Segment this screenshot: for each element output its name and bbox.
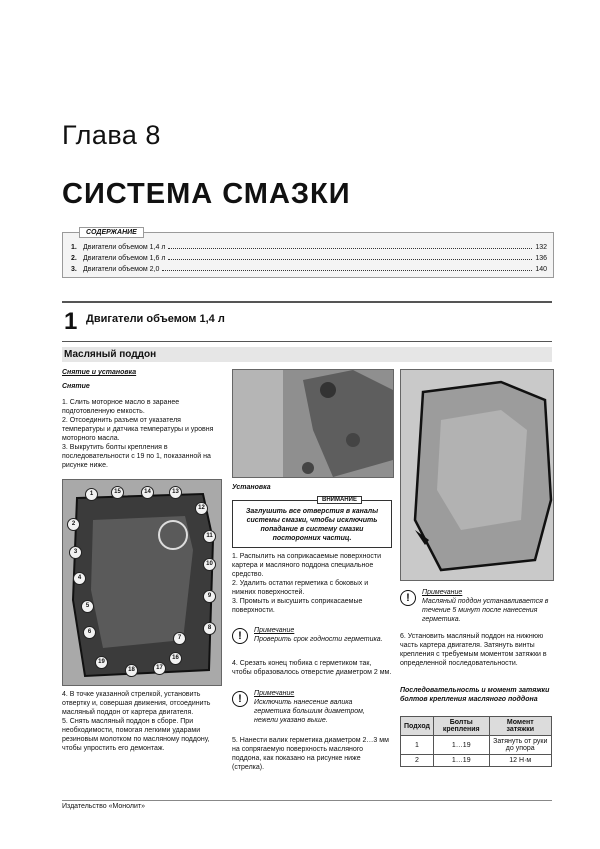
subsection-divider <box>62 341 552 342</box>
header-cell: Момент затяжки <box>489 717 552 736</box>
callout-3: 3 <box>69 546 82 559</box>
callout-19: 19 <box>95 656 108 669</box>
table-cell: 1 <box>401 736 434 755</box>
step-text: 3. Выкрутить болты крепления в последовательности с 19 по 1, показанной на рисунке ниже. <box>62 444 211 469</box>
callout-5: 5 <box>81 600 94 613</box>
step-text: 5. Снять масляный поддон в сборе. При необходимости, помогая легкими ударами резиновым молотком по масляному поддону, чтобы упростить его демонтаж. <box>62 718 210 752</box>
toc-item-text: Двигатели объемом 2,0 <box>83 266 160 273</box>
exclamation-icon: ! <box>232 628 248 644</box>
note-text: Масляный поддон устанавливается в течение 5 минут после нанесения герметика. <box>422 598 549 623</box>
pan-photo-drawing <box>233 370 393 477</box>
chapter-label: Глава 8 <box>62 120 161 150</box>
step-text: 2. Отсоединить разъем от указателя температуры и датчика температуры и уровня моторного масла. <box>62 417 214 442</box>
table-row <box>401 755 552 767</box>
note-label: Примечание <box>422 589 463 596</box>
toc-item-page: 136 <box>535 255 547 262</box>
note-label: Примечание <box>254 690 295 697</box>
toc-item-text: Двигатели объемом 1,4 л <box>83 244 166 251</box>
callout-6: 6 <box>83 626 96 639</box>
removal-steps-bottom <box>62 690 222 753</box>
table-cell: 1…19 <box>434 736 489 755</box>
publisher-footer: Издательство «Монолит» <box>62 803 146 810</box>
toc-item[interactable] <box>71 243 547 251</box>
table-row <box>401 736 552 755</box>
removal-steps-top <box>62 398 222 470</box>
toc-item-page: 132 <box>535 244 547 251</box>
sealant-application-photo <box>400 369 554 581</box>
torque-table-title: Последовательность и момент затяжки болтов крепления масляного поддона <box>400 687 550 703</box>
callout-8: 8 <box>203 622 216 635</box>
install-header: Установка <box>232 484 271 491</box>
exclamation-icon: ! <box>400 590 416 606</box>
callout-11: 11 <box>203 530 216 543</box>
removal-subheader: Снятие <box>62 383 90 390</box>
toc-item-text: Двигатели объемом 1,6 л <box>83 255 166 262</box>
note-label: Примечание <box>254 627 295 634</box>
step-text: 1. Распылить на соприкасаемые поверхности картера и масляного поддона специальное средство. <box>232 553 381 578</box>
warning-text: Заглушить все отверстия в каналы системы смазки, чтобы исключить попадание в систему смазки посторонних частиц. <box>245 508 379 542</box>
exclamation-icon: ! <box>232 691 248 707</box>
callout-13: 13 <box>169 486 182 499</box>
callout-15: 15 <box>111 486 124 499</box>
toc-item-number: 1. <box>71 244 77 251</box>
callout-1: 1 <box>85 488 98 501</box>
toc-item[interactable] <box>71 265 547 273</box>
table-cell: Затянуть от руки до упора <box>489 736 552 755</box>
toc-heading: СОДЕРЖАНИЕ <box>79 227 144 238</box>
toc-leader <box>162 265 532 271</box>
note-text: Проверить срок годности герметика. <box>254 636 383 643</box>
table-cell: 12 Н·м <box>489 755 552 767</box>
table-header-row <box>401 717 552 736</box>
warning-box <box>232 497 392 548</box>
header-cell: Подход <box>401 717 434 736</box>
table-cell: 1…19 <box>434 755 489 767</box>
callout-16: 16 <box>169 652 182 665</box>
subsection-title: Масляный поддон <box>62 347 552 362</box>
callout-9: 9 <box>203 590 216 603</box>
note-2 <box>232 689 392 729</box>
install-step-5: 5. Нанести валик герметика диаметром 2…3 мм на сопрягаемую поверхность масляного поддона, как показано на рисунке ниже (стрелка). <box>232 737 389 771</box>
section-divider <box>62 301 552 303</box>
removal-header: Снятие и установка <box>62 369 137 376</box>
section-title: Двигатели объемом 1,4 л <box>86 313 225 325</box>
toc-leader <box>168 254 532 260</box>
callout-18: 18 <box>125 664 138 677</box>
step-text: 1. Слить моторное масло в заранее подготовленную емкость. <box>62 399 180 415</box>
note-1 <box>232 626 392 656</box>
warning-tag: ВНИМАНИЕ <box>317 496 362 504</box>
toc-item-page: 140 <box>535 266 547 273</box>
oil-pan-bolt-diagram <box>62 479 222 686</box>
step-text: 3. Промыть и высушить соприкасаемые поверхности. <box>232 598 363 614</box>
toc-item-number: 3. <box>71 266 77 273</box>
note-3 <box>400 588 552 624</box>
table-cell: 2 <box>401 755 434 767</box>
callout-14: 14 <box>141 486 154 499</box>
callout-10: 10 <box>203 558 216 571</box>
install-steps <box>232 552 392 615</box>
pan-separation-photo <box>232 369 394 478</box>
toc-item-number: 2. <box>71 255 77 262</box>
section-number: 1 <box>64 308 78 335</box>
toc-item[interactable] <box>71 254 547 262</box>
header-cell: Болты крепления <box>434 717 489 736</box>
toc-leader <box>168 243 532 249</box>
table-of-contents <box>62 229 554 278</box>
callout-4: 4 <box>73 572 86 585</box>
sealant-photo-drawing <box>401 370 553 580</box>
step-text: 4. В точке указанной стрелкой, установить отвертку и, совершая движения, отсоединить масляный поддон от картера двигателя. <box>62 691 211 716</box>
step-text: 2. Удалить остатки герметика с боковых и нижних поверхностей. <box>232 580 369 596</box>
callout-12: 12 <box>195 502 208 515</box>
callout-2: 2 <box>67 518 80 531</box>
torque-table <box>400 716 552 767</box>
callout-17: 17 <box>153 662 166 675</box>
footer-divider <box>62 800 552 801</box>
install-step-6: 6. Установить масляный поддон на нижнюю часть картера двигателя. Затянуть винты крепления с требуемым моментом затяжки в определенной последовательности. <box>400 633 547 667</box>
note-text: Исключить нанесение валика герметика большим диаметром, нежели указано выше. <box>254 699 365 724</box>
page-title: СИСТЕМА СМАЗКИ <box>62 178 351 210</box>
callout-7: 7 <box>173 632 186 645</box>
install-step-4: 4. Срезать конец тюбика с герметиком так, чтобы образовалось отверстие диаметром 2 мм. <box>232 660 392 676</box>
